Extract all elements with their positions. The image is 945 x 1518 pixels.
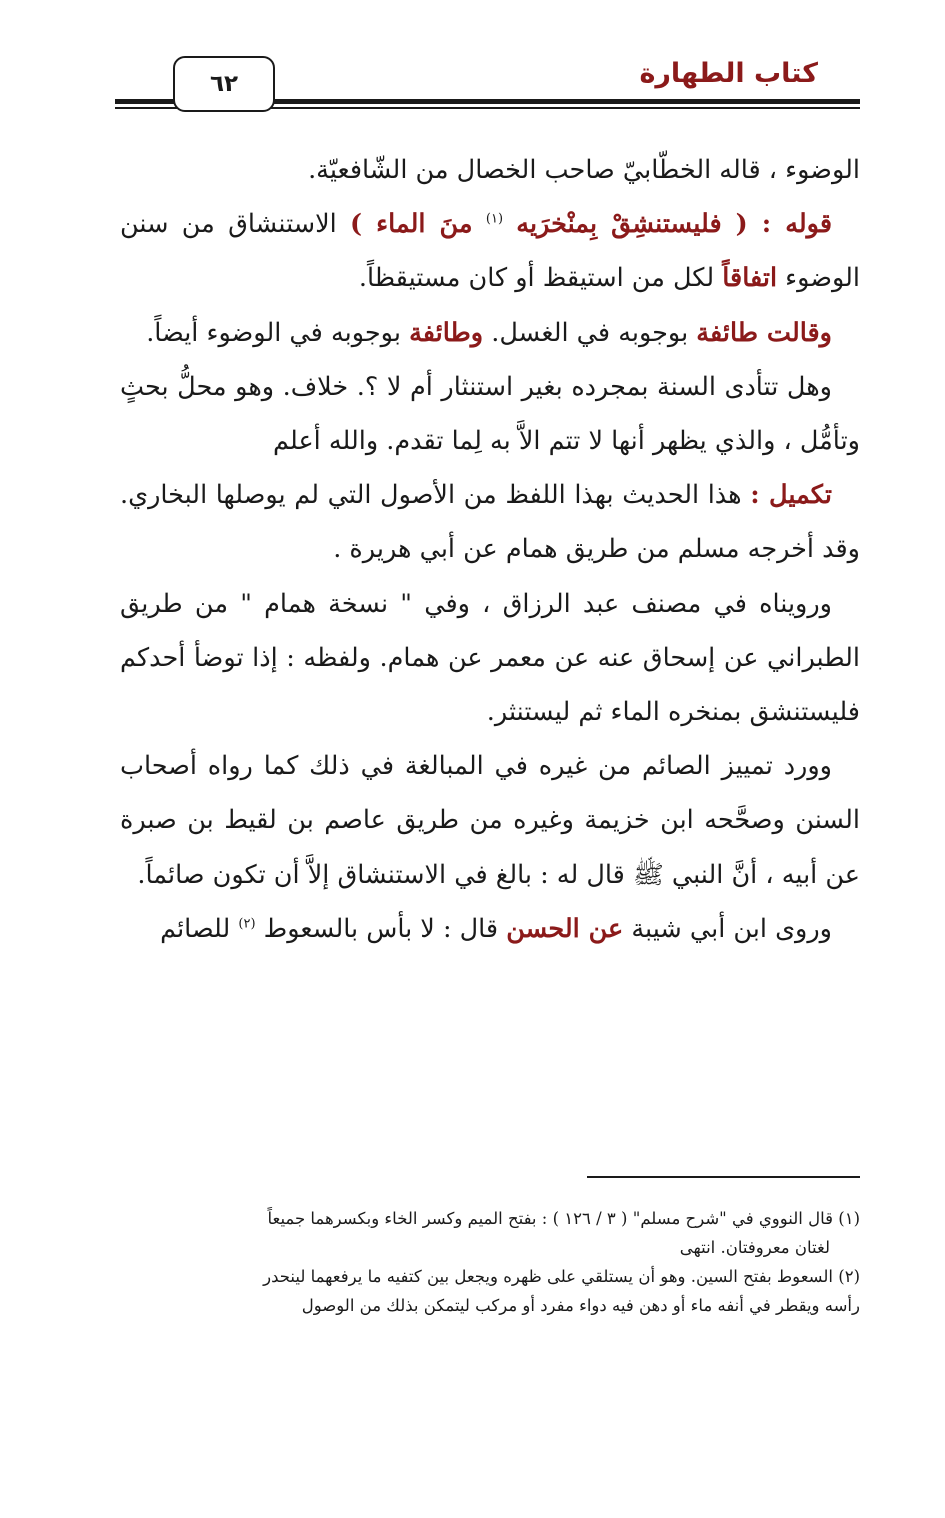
paragraph: وهل تتأدى السنة بمجرده بغير استنثار أم لا ؟. خلاف. وهو محلُّ بحثٍ وتأمُّل ، والذي يظهر أنها لا تتم الاَّ به لِما تقدم. والله أعلم [120,371,860,457]
text-run: لكل من استيقظ أو كان مستيقظاً. [358,263,723,294]
footnotes [120,1204,860,1320]
highlight: وطائفة [409,317,484,348]
highlight: اتفاقاً [722,263,778,294]
highlight: وقالت طائفة [696,317,832,348]
text-run: وروى ابن أبي شيبة [623,913,832,944]
main-text [120,143,860,956]
paragraph [120,306,860,360]
footnote-separator [587,1176,860,1178]
footnote-2: (٢) السعوط بفتح السين. وهو أن يستلقي على ظهره ويجعل بين كتفيه ما يرفعهما لينحدر [263,1267,860,1286]
section-label: تكميل : [750,480,832,511]
paragraph [120,902,860,956]
quoted-phrase: منَ الماء ) [350,209,473,240]
text-run: قال : لا بأس بالسعوط [263,913,507,944]
quoted-phrase: قوله : ( فليستنشِقْ بِمنْخرَيه [516,209,833,240]
text-run: الاستنشاق من سنن الوضوء [120,209,860,294]
paragraph [120,468,860,576]
text-run: للصائم [160,913,239,944]
page-header [115,40,860,120]
paragraph [120,197,860,305]
highlight: عن الحسن [506,913,624,944]
paragraph: ورويناه في مصنف عبد الرزاق ، وفي " نسخة همام " من طريق الطبراني عن إسحاق عنه عن معمر عن همام. ولفظه : إذا توضأ أحدكم فليستنشق بمنخره الماء ثم ليستنثر. [120,588,860,728]
page-number: ٦٢ [173,56,275,112]
text-run: بوجوبه في الوضوء أيضاً. [146,317,410,348]
footnote-marker[interactable]: (١) [485,211,504,227]
footnote-1-continued: لغتان معروفتان. انتهى [679,1238,830,1257]
footnote-2-continued: رأسه ويقطر في أنفه ماء أو دهن فيه دواء مفرد أو مركب ليتمكن بذلك من الوصول [301,1296,860,1315]
book-title: كتاب الطهارة [639,58,818,89]
text-run: هذا الحديث بهذا اللفظ من الأصول التي لم يوصلها البخاري. وقد أخرجه مسلم من طريق همام عن أبي هريرة . [120,480,860,565]
text-run: بوجوبه في الغسل. [483,317,697,348]
footnote-1: (١) قال النووي في "شرح مسلم" ( ٣ / ١٢٦ ) : بفتح الميم وكسر الخاء وبكسرهما جميعاً [267,1209,860,1228]
paragraph: الوضوء ، قاله الخطّابيّ صاحب الخصال من الشّافعيّة. [308,155,860,185]
paragraph: وورد تمييز الصائم من غيره في المبالغة في ذلك كما رواه أصحاب السنن وصحَّحه ابن خزيمة وغيره من طريق عاصم بن لقيط بن صبرة عن أبيه ، أنَّ النبي ﷺ قال له : بالغ في الاستنشاق إلاَّ أن تكون صائماً. [120,751,860,890]
footnote-marker[interactable]: (٢) [238,916,256,932]
